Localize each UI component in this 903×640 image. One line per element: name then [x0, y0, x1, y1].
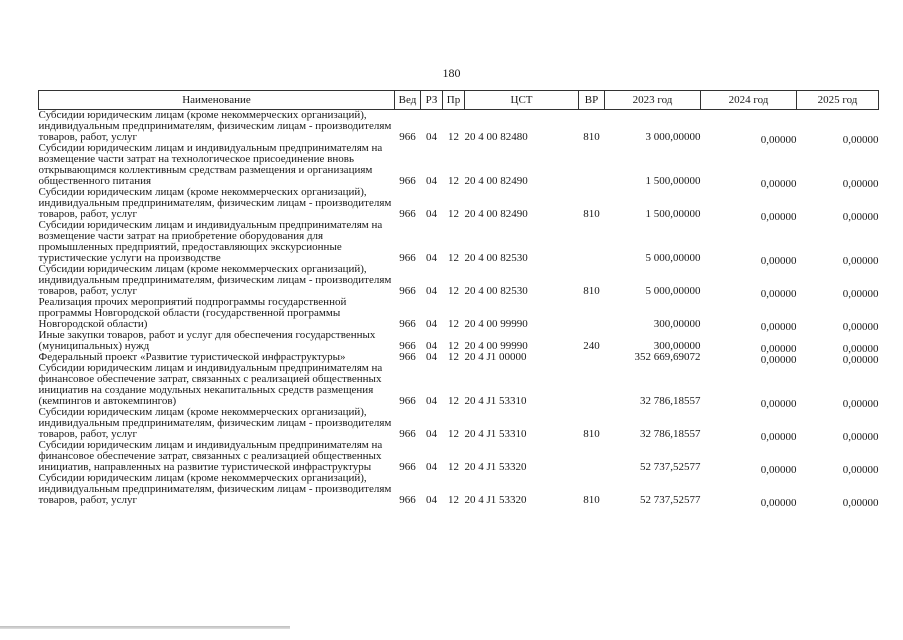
- table-row: [39, 440, 879, 473]
- row-rz-cell: 04: [426, 351, 437, 363]
- row-cst-cell: 20 4 00 99990: [464, 318, 528, 330]
- row-pr-cell: 12: [448, 285, 459, 297]
- header-row: [39, 91, 879, 110]
- header-2025: 2025 год: [797, 91, 879, 110]
- row-2024-cell: 0,00000: [760, 464, 797, 476]
- row-2024-cell: 0,00000: [760, 343, 797, 355]
- row-cst-cell: 20 4 00 82530: [464, 252, 528, 264]
- row-2024-cell: 0,00000: [760, 431, 797, 443]
- row-name-cell: Субсидии юридическим лицам и индивидуальным предпринимателям на финансовое обеспечение затрат, связанных с реализацией общественных инициатив, направленных на развитие туристической инфраструктуры: [38, 439, 383, 473]
- row-2024-cell: 0,00000: [760, 321, 797, 333]
- row-2025-cell: 0,00000: [842, 211, 879, 223]
- row-2024-cell: 0,00000: [760, 288, 797, 300]
- row-name-cell: Иные закупки товаров, работ и услуг для обеспечения государственных (муниципальных) нужд: [38, 329, 376, 352]
- row-ved-cell: 966: [399, 395, 416, 407]
- row-vr-cell: [579, 220, 605, 264]
- row-2023-cell: 1 500,00000: [645, 175, 701, 187]
- row-name-cell: Субсидии юридическим лицам (кроме некоммерческих организаций), индивидуальным предпринимателям, физическим лицам - производителям товаров, работ, услуг: [38, 186, 392, 220]
- header-vr: ВР: [579, 91, 605, 110]
- table-row: [39, 473, 879, 506]
- row-2024-cell: 0,00000: [760, 497, 797, 509]
- table-row: [39, 143, 879, 187]
- row-ved-cell: 966: [399, 494, 416, 506]
- row-rz-cell: 04: [426, 428, 437, 440]
- table-row: [39, 110, 879, 144]
- row-pr-cell: 12: [448, 208, 459, 220]
- page-number: 180: [442, 66, 461, 80]
- row-vr-cell: [579, 440, 605, 473]
- table-row: [39, 407, 879, 440]
- row-cst-cell: 20 4 J1 00000: [464, 351, 527, 363]
- row-cst-cell: 20 4 J1 53320: [464, 461, 527, 473]
- row-pr-cell: 12: [448, 131, 459, 143]
- row-2024-cell: 0,00000: [760, 178, 797, 190]
- row-2025-cell: 0,00000: [842, 321, 879, 333]
- row-2023-cell: 32 786,18557: [640, 395, 701, 407]
- row-rz-cell: 04: [426, 494, 437, 506]
- row-name-cell: Субсидии юридическим лицам и индивидуальным предпринимателям на возмещение части затрат на приобретение оборудования для промышленных предприятий, предоставляющих экскурсионные туристические услуги на производстве: [38, 219, 383, 264]
- table-row: [39, 187, 879, 220]
- row-2025-cell: 0,00000: [842, 431, 879, 443]
- row-pr-cell: 12: [448, 175, 459, 187]
- row-2025-cell: 0,00000: [842, 343, 879, 355]
- row-2024-cell: 0,00000: [760, 354, 797, 366]
- row-rz-cell: 04: [426, 252, 437, 264]
- row-2025-cell: 0,00000: [842, 255, 879, 267]
- table-body: [39, 110, 879, 507]
- row-ved-cell: 966: [399, 285, 416, 297]
- row-cst-cell: 20 4 J1 53310: [464, 395, 527, 407]
- row-2023-cell: 3 000,00000: [645, 131, 701, 143]
- header-ved: Вед: [395, 91, 421, 110]
- row-name-cell: Субсидии юридическим лицам (кроме некоммерческих организаций), индивидуальным предпринимателям, физическим лицам - производителям товаров, работ, услуг: [38, 406, 392, 440]
- row-2023-cell: 1 500,00000: [645, 208, 701, 220]
- row-vr-cell: 810: [583, 208, 600, 220]
- header-cst: ЦСТ: [465, 91, 579, 110]
- row-rz-cell: 04: [426, 175, 437, 187]
- row-cst-cell: 20 4 00 82530: [464, 285, 528, 297]
- row-2025-cell: 0,00000: [842, 354, 879, 366]
- row-rz-cell: 04: [426, 395, 437, 407]
- row-cst-cell: 20 4 J1 53320: [464, 494, 527, 506]
- header-pr: Пр: [443, 91, 465, 110]
- row-2023-cell: 52 737,52577: [640, 494, 701, 506]
- row-rz-cell: 04: [426, 131, 437, 143]
- row-2023-cell: 300,00000: [653, 340, 701, 352]
- row-cst-cell: 20 4 00 82490: [464, 175, 528, 187]
- header-2023: 2023 год: [605, 91, 701, 110]
- row-2025-cell: 0,00000: [842, 134, 879, 146]
- row-2024-cell: 0,00000: [760, 211, 797, 223]
- row-name-cell: Федеральный проект «Развитие туристической инфраструктуры»: [38, 351, 346, 363]
- row-2024-cell: 0,00000: [760, 398, 797, 410]
- row-vr-cell: [579, 363, 605, 407]
- row-vr-cell: 810: [583, 428, 600, 440]
- row-ved-cell: 966: [399, 340, 416, 352]
- table-row: [39, 264, 879, 297]
- row-2024-cell: 0,00000: [760, 134, 797, 146]
- row-cst-cell: 20 4 00 82490: [464, 208, 528, 220]
- row-pr-cell: 12: [448, 318, 459, 330]
- scan-artifact: [0, 626, 290, 629]
- row-2023-cell: 32 786,18557: [640, 428, 701, 440]
- row-cst-cell: 20 4 00 99990: [464, 340, 528, 352]
- row-rz-cell: 04: [426, 318, 437, 330]
- table-row: [39, 363, 879, 407]
- row-2023-cell: 52 737,52577: [640, 461, 701, 473]
- row-rz-cell: 04: [426, 461, 437, 473]
- row-name-cell: Реализация прочих мероприятий подпрограммы государственной программы Новгородской области (государственной программы Новгородской области): [38, 296, 347, 330]
- header-rz: РЗ: [421, 91, 443, 110]
- table-row: [39, 330, 879, 352]
- row-vr-cell: 810: [583, 131, 600, 143]
- row-pr-cell: 12: [448, 340, 459, 352]
- table-row: [39, 220, 879, 264]
- row-vr-cell: 810: [583, 494, 600, 506]
- row-cst-cell: 20 4 00 82480: [464, 131, 528, 143]
- row-name-cell: Субсидии юридическим лицам (кроме некоммерческих организаций), индивидуальным предпринимателям, физическим лицам - производителям товаров, работ, услуг: [38, 472, 392, 506]
- row-ved-cell: 966: [399, 252, 416, 264]
- row-vr-cell: 810: [583, 285, 600, 297]
- header-2024: 2024 год: [701, 91, 797, 110]
- table-row: [39, 297, 879, 330]
- row-vr-cell: [579, 352, 605, 363]
- row-rz-cell: 04: [426, 208, 437, 220]
- row-vr-cell: [579, 143, 605, 187]
- row-pr-cell: 12: [448, 428, 459, 440]
- row-vr-cell: 240: [583, 340, 600, 352]
- row-ved-cell: 966: [399, 318, 416, 330]
- row-name-cell: Субсидии юридическим лицам (кроме некоммерческих организаций), индивидуальным предпринимателям, физическим лицам - производителям товаров, работ, услуг: [38, 263, 392, 297]
- row-2023-cell: 5 000,00000: [645, 285, 701, 297]
- row-2025-cell: 0,00000: [842, 178, 879, 190]
- row-ved-cell: 966: [399, 175, 416, 187]
- row-cst-cell: 20 4 J1 53310: [464, 428, 527, 440]
- row-pr-cell: 12: [448, 252, 459, 264]
- row-name-cell: Субсидии юридическим лицам и индивидуальным предпринимателям на финансовое обеспечение затрат, связанных с реализацией общественных инициатив на создание модульных некапитальных средств размещения (кемпингов и автокемпингов): [38, 362, 383, 407]
- row-name-cell: Субсидии юридическим лицам и индивидуальным предпринимателям на возмещение части затрат на технологическое присоединение вновь открывающимся коллективным средствам размещения и организациям общественного питания: [38, 142, 383, 187]
- row-ved-cell: 966: [399, 208, 416, 220]
- row-ved-cell: 966: [399, 131, 416, 143]
- row-2025-cell: 0,00000: [842, 288, 879, 300]
- row-2024-cell: 0,00000: [760, 255, 797, 267]
- row-2025-cell: 0,00000: [842, 497, 879, 509]
- row-pr-cell: 12: [448, 351, 459, 363]
- row-ved-cell: 966: [399, 461, 416, 473]
- row-2025-cell: 0,00000: [842, 464, 879, 476]
- row-pr-cell: 12: [448, 461, 459, 473]
- row-vr-cell: [579, 297, 605, 330]
- row-2023-cell: 300,00000: [653, 318, 701, 330]
- row-name-cell: Субсидии юридическим лицам (кроме некоммерческих организаций), индивидуальным предпринимателям, физическим лицам - производителям товаров, работ, услуг: [38, 109, 392, 143]
- row-2023-cell: 352 669,69072: [634, 351, 701, 363]
- row-rz-cell: 04: [426, 340, 437, 352]
- row-pr-cell: 12: [448, 395, 459, 407]
- row-ved-cell: 966: [399, 351, 416, 363]
- row-ved-cell: 966: [399, 428, 416, 440]
- row-rz-cell: 04: [426, 285, 437, 297]
- budget-table: [38, 90, 879, 509]
- row-2023-cell: 5 000,00000: [645, 252, 701, 264]
- row-2025-cell: 0,00000: [842, 398, 879, 410]
- header-name: Наименование: [39, 91, 395, 110]
- row-pr-cell: 12: [448, 494, 459, 506]
